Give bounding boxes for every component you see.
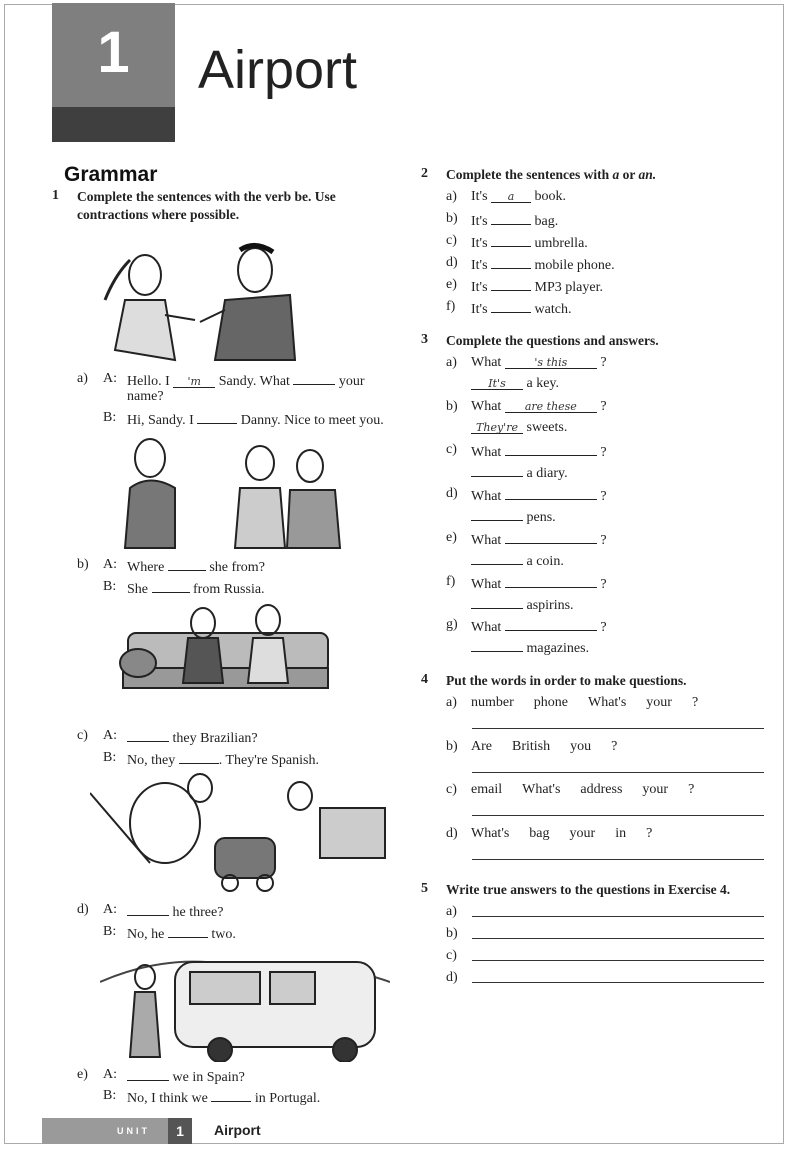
- exercise-5-instruction: Write true answers to the questions in Exercise 4.: [446, 882, 731, 897]
- ex2-item-letter: f): [446, 299, 456, 314]
- ex4-words: [471, 694, 718, 712]
- ex2-item-blank[interactable]: a: [491, 188, 531, 203]
- ex4-word: British: [512, 738, 551, 754]
- ex3-answer: [471, 506, 556, 527]
- ex5-answer-line[interactable]: [472, 960, 764, 961]
- ex3-question-end: ?: [600, 489, 607, 505]
- ex2-item: [471, 188, 566, 206]
- ex3-question: [471, 354, 607, 372]
- ex3-item-letter: a): [446, 355, 457, 370]
- section-title-grammar: Grammar: [64, 163, 158, 186]
- ex1e-line-b: No, I think we in Portugal.: [127, 1087, 320, 1108]
- ex2-item: [471, 210, 558, 231]
- exercise-1-instruction-line1: Complete the sentences with the verb be. Use: [77, 189, 336, 204]
- ex3-question-end: ?: [600, 532, 607, 548]
- ex2-item: [471, 276, 603, 297]
- ex4-word: your: [646, 695, 672, 710]
- ex3-answer-blank[interactable]: [471, 462, 523, 477]
- ex2-item-letter: e): [446, 277, 457, 292]
- ex3-question: [471, 616, 607, 637]
- ex1c-speaker-a: A:: [103, 728, 117, 743]
- ex1d-blank-2[interactable]: [168, 923, 208, 938]
- ex4-word: What's: [587, 695, 627, 710]
- exercise-2-instruction: Complete the sentences with a or an.: [446, 167, 657, 182]
- ex4-words: [471, 825, 672, 843]
- ex3-answer-post: a diary.: [526, 466, 568, 482]
- ex2-item-letter: b): [446, 211, 458, 226]
- ex4-word: email: [471, 782, 503, 797]
- ex4-word: What's: [471, 825, 510, 841]
- ex3-question-blank[interactable]: 's this: [505, 354, 597, 369]
- unit-number: 1: [97, 20, 130, 85]
- ex3-answer: [471, 419, 567, 437]
- ex4-item-letter: b): [446, 738, 458, 754]
- ex4-item-letter: d): [446, 825, 458, 841]
- ex3-answer-blank[interactable]: [471, 637, 523, 652]
- ex3-answer: [471, 550, 564, 571]
- exercise-3-instruction: Complete the questions and answers.: [446, 333, 659, 348]
- ex3-question-blank[interactable]: [505, 485, 597, 500]
- ex2-item-pre: It's: [471, 214, 488, 229]
- ex2-item-post: watch.: [534, 302, 572, 317]
- ex3-item-letter: d): [446, 486, 458, 502]
- unit-title: Airport: [198, 40, 358, 100]
- ex1c-line-a: they Brazilian?: [127, 727, 258, 748]
- ex3-item-letter: e): [446, 529, 457, 545]
- ex3-answer-post: pens.: [526, 510, 556, 526]
- ex3-question-pre: What: [471, 620, 502, 636]
- ex4-word: in: [615, 825, 627, 841]
- ex2-item: [471, 232, 588, 253]
- ex3-question: [471, 529, 607, 550]
- ex3-question-blank[interactable]: [505, 441, 597, 456]
- exercise-1-number: 1: [52, 188, 59, 203]
- footer-title: Airport: [214, 1122, 261, 1138]
- ex1c-blank-2[interactable]: [179, 749, 219, 764]
- ex2-item-pre: It's: [471, 302, 488, 317]
- ex1a-line-a-cont: name?: [127, 389, 164, 404]
- ex3-item-letter: c): [446, 442, 457, 458]
- ex1b-speaker-b: B:: [103, 579, 117, 594]
- ex2-item-pre: It's: [471, 258, 488, 273]
- ex1c-letter: c): [77, 728, 88, 743]
- ex4-word: address: [580, 782, 623, 797]
- exercise-4-number: 4: [421, 672, 428, 687]
- ex4-word: Are: [471, 738, 492, 754]
- ex1e-line-a: we in Spain?: [127, 1066, 245, 1087]
- ex4-words: [471, 738, 637, 756]
- ex3-question-end: ?: [600, 355, 607, 370]
- ex1b-blank-1[interactable]: [168, 556, 206, 571]
- ex1a-blank-2[interactable]: [293, 370, 335, 385]
- ex4-word: ?: [688, 782, 695, 797]
- illustration-greeting: [95, 240, 315, 365]
- ex2-item-post: book.: [534, 189, 567, 204]
- ex3-question: [471, 441, 607, 462]
- ex2-item-post: umbrella.: [534, 236, 588, 251]
- ex1e-blank-2[interactable]: [211, 1087, 251, 1102]
- ex3-question-blank[interactable]: [505, 573, 597, 588]
- ex2-item-pre: It's: [471, 236, 488, 251]
- ex3-answer-blank[interactable]: [471, 506, 523, 521]
- ex2-item-blank[interactable]: [491, 298, 531, 313]
- ex3-question-pre: What: [471, 355, 502, 370]
- ex4-item-letter: c): [446, 782, 457, 797]
- footer-unit-label: UNIT: [117, 1126, 150, 1136]
- exercise-1-instruction-line2: contractions where possible.: [77, 207, 240, 222]
- ex1e-blank-1[interactable]: [127, 1066, 169, 1081]
- ex3-question-pre: What: [471, 489, 502, 505]
- ex4-word: ?: [691, 695, 699, 710]
- ex1a-blank-1[interactable]: 'm: [173, 373, 215, 388]
- ex3-question-pre: What: [471, 398, 502, 414]
- ex1b-line-a: Where she from?: [127, 556, 265, 577]
- ex1d-line-a: he three?: [127, 901, 223, 922]
- ex2-item-blank[interactable]: [491, 276, 531, 291]
- ex3-item-letter: f): [446, 573, 456, 589]
- ex4-word: ?: [611, 738, 618, 754]
- ex1c-line-b: No, they . They're Spanish.: [127, 749, 319, 770]
- footer-unit-number: 1: [168, 1118, 192, 1144]
- ex1d-line-b: No, he two.: [127, 923, 236, 944]
- ex3-answer-blank[interactable]: They're: [471, 419, 523, 434]
- ex3-question-end: ?: [600, 445, 607, 461]
- ex2-item: [471, 254, 615, 275]
- ex4-word: number: [471, 695, 514, 710]
- ex2-item: [471, 298, 571, 319]
- ex2-item-blank[interactable]: [491, 254, 531, 269]
- ex2-item-letter: a): [446, 189, 457, 204]
- ex5-item-letter: b): [446, 926, 458, 941]
- ex3-answer: [471, 462, 568, 483]
- ex3-item-letter: g): [446, 617, 458, 633]
- ex1b-blank-2[interactable]: [152, 578, 190, 593]
- illustration-van-travel: [100, 942, 390, 1062]
- ex2-item-post: bag.: [534, 214, 559, 229]
- exercise-4-instruction: Put the words in order to make questions.: [446, 673, 687, 688]
- ex3-answer-post: magazines.: [526, 641, 590, 657]
- ex3-question-pre: What: [471, 576, 502, 592]
- ex2-item-pre: It's: [471, 189, 488, 204]
- ex4-item-letter: a): [446, 695, 457, 710]
- ex1d-blank-1[interactable]: [127, 901, 169, 916]
- ex4-answer-line[interactable]: [472, 815, 764, 816]
- ex1a-line-b: Hi, Sandy. I Danny. Nice to meet you.: [127, 409, 384, 430]
- ex3-answer-blank[interactable]: [471, 550, 523, 565]
- ex5-item-letter: a): [446, 904, 457, 919]
- ex4-answer-line[interactable]: [472, 859, 764, 860]
- ex1b-line-b: She from Russia.: [127, 578, 265, 599]
- ex4-words: [471, 781, 714, 799]
- ex1e-speaker-a: A:: [103, 1067, 117, 1082]
- ex3-answer: [471, 637, 589, 658]
- ex2-item-post: mobile phone.: [534, 258, 615, 273]
- ex1c-speaker-b: B:: [103, 750, 117, 765]
- ex3-answer-post: a key.: [526, 376, 560, 391]
- ex1a-letter: a): [77, 371, 88, 386]
- ex3-answer-blank[interactable]: It's: [471, 375, 523, 390]
- ex2-item-letter: c): [446, 233, 457, 248]
- ex2-item-post: MP3 player.: [534, 280, 603, 295]
- exercise-5-number: 5: [421, 881, 428, 896]
- ex3-answer: [471, 594, 574, 615]
- ex1e-speaker-b: B:: [103, 1088, 117, 1103]
- ex3-question-blank[interactable]: [505, 529, 597, 544]
- ex4-word: you: [570, 738, 592, 754]
- ex5-answer-line[interactable]: [472, 982, 764, 983]
- ex3-question-end: ?: [600, 398, 607, 414]
- ex3-question-end: ?: [600, 576, 607, 592]
- ex1c-blank-1[interactable]: [127, 727, 169, 742]
- ex3-question-end: ?: [600, 620, 607, 636]
- ex3-answer-post: sweets.: [526, 419, 568, 435]
- ex1b-speaker-a: A:: [103, 557, 117, 572]
- ex5-item-letter: c): [446, 948, 457, 963]
- ex3-answer-blank[interactable]: [471, 594, 523, 609]
- illustration-people-talking: [105, 428, 355, 550]
- ex3-answer-post: aspirins.: [526, 597, 574, 613]
- ex3-question-blank[interactable]: are these: [505, 398, 597, 413]
- ex1d-speaker-b: B:: [103, 924, 117, 939]
- unit-number-band: [52, 107, 175, 142]
- ex4-word: What's: [522, 782, 561, 797]
- ex3-question: [471, 573, 607, 594]
- ex3-question: [471, 398, 607, 416]
- ex4-answer-line[interactable]: [472, 772, 764, 773]
- ex1a-blank-3[interactable]: [197, 409, 237, 424]
- ex1a-line-a: Hello. I 'm Sandy. What your: [127, 370, 365, 391]
- ex5-answer-line[interactable]: [472, 938, 764, 939]
- ex4-word: bag: [529, 825, 550, 841]
- ex3-answer: [471, 375, 559, 393]
- ex5-item-letter: d): [446, 970, 458, 985]
- ex2-item-letter: d): [446, 255, 458, 270]
- ex3-question-pre: What: [471, 445, 502, 461]
- ex3-item-letter: b): [446, 398, 458, 414]
- ex2-item-blank[interactable]: [491, 232, 531, 247]
- ex1d-letter: d): [77, 902, 89, 917]
- ex1d-speaker-a: A:: [103, 902, 117, 917]
- ex1a-speaker-b: B:: [103, 410, 117, 425]
- ex4-word: your: [642, 782, 669, 797]
- ex4-word: ?: [646, 825, 653, 841]
- ex2-item-pre: It's: [471, 280, 488, 295]
- exercise-3-number: 3: [421, 332, 428, 347]
- ex4-word: phone: [533, 695, 568, 710]
- ex1e-letter: e): [77, 1067, 88, 1082]
- ex4-word: your: [569, 825, 596, 841]
- ex3-question: [471, 485, 607, 506]
- illustration-park-pram: [90, 768, 395, 895]
- ex1a-speaker-a: A:: [103, 371, 117, 386]
- ex3-question-pre: What: [471, 532, 502, 548]
- ex2-item-blank[interactable]: [491, 210, 531, 225]
- ex1b-letter: b): [77, 557, 89, 572]
- ex4-answer-line[interactable]: [472, 728, 764, 729]
- ex5-answer-line[interactable]: [472, 916, 764, 917]
- illustration-bench-women: [108, 598, 333, 720]
- ex3-question-blank[interactable]: [505, 616, 597, 631]
- ex3-answer-post: a coin.: [526, 553, 564, 569]
- exercise-2-number: 2: [421, 166, 428, 181]
